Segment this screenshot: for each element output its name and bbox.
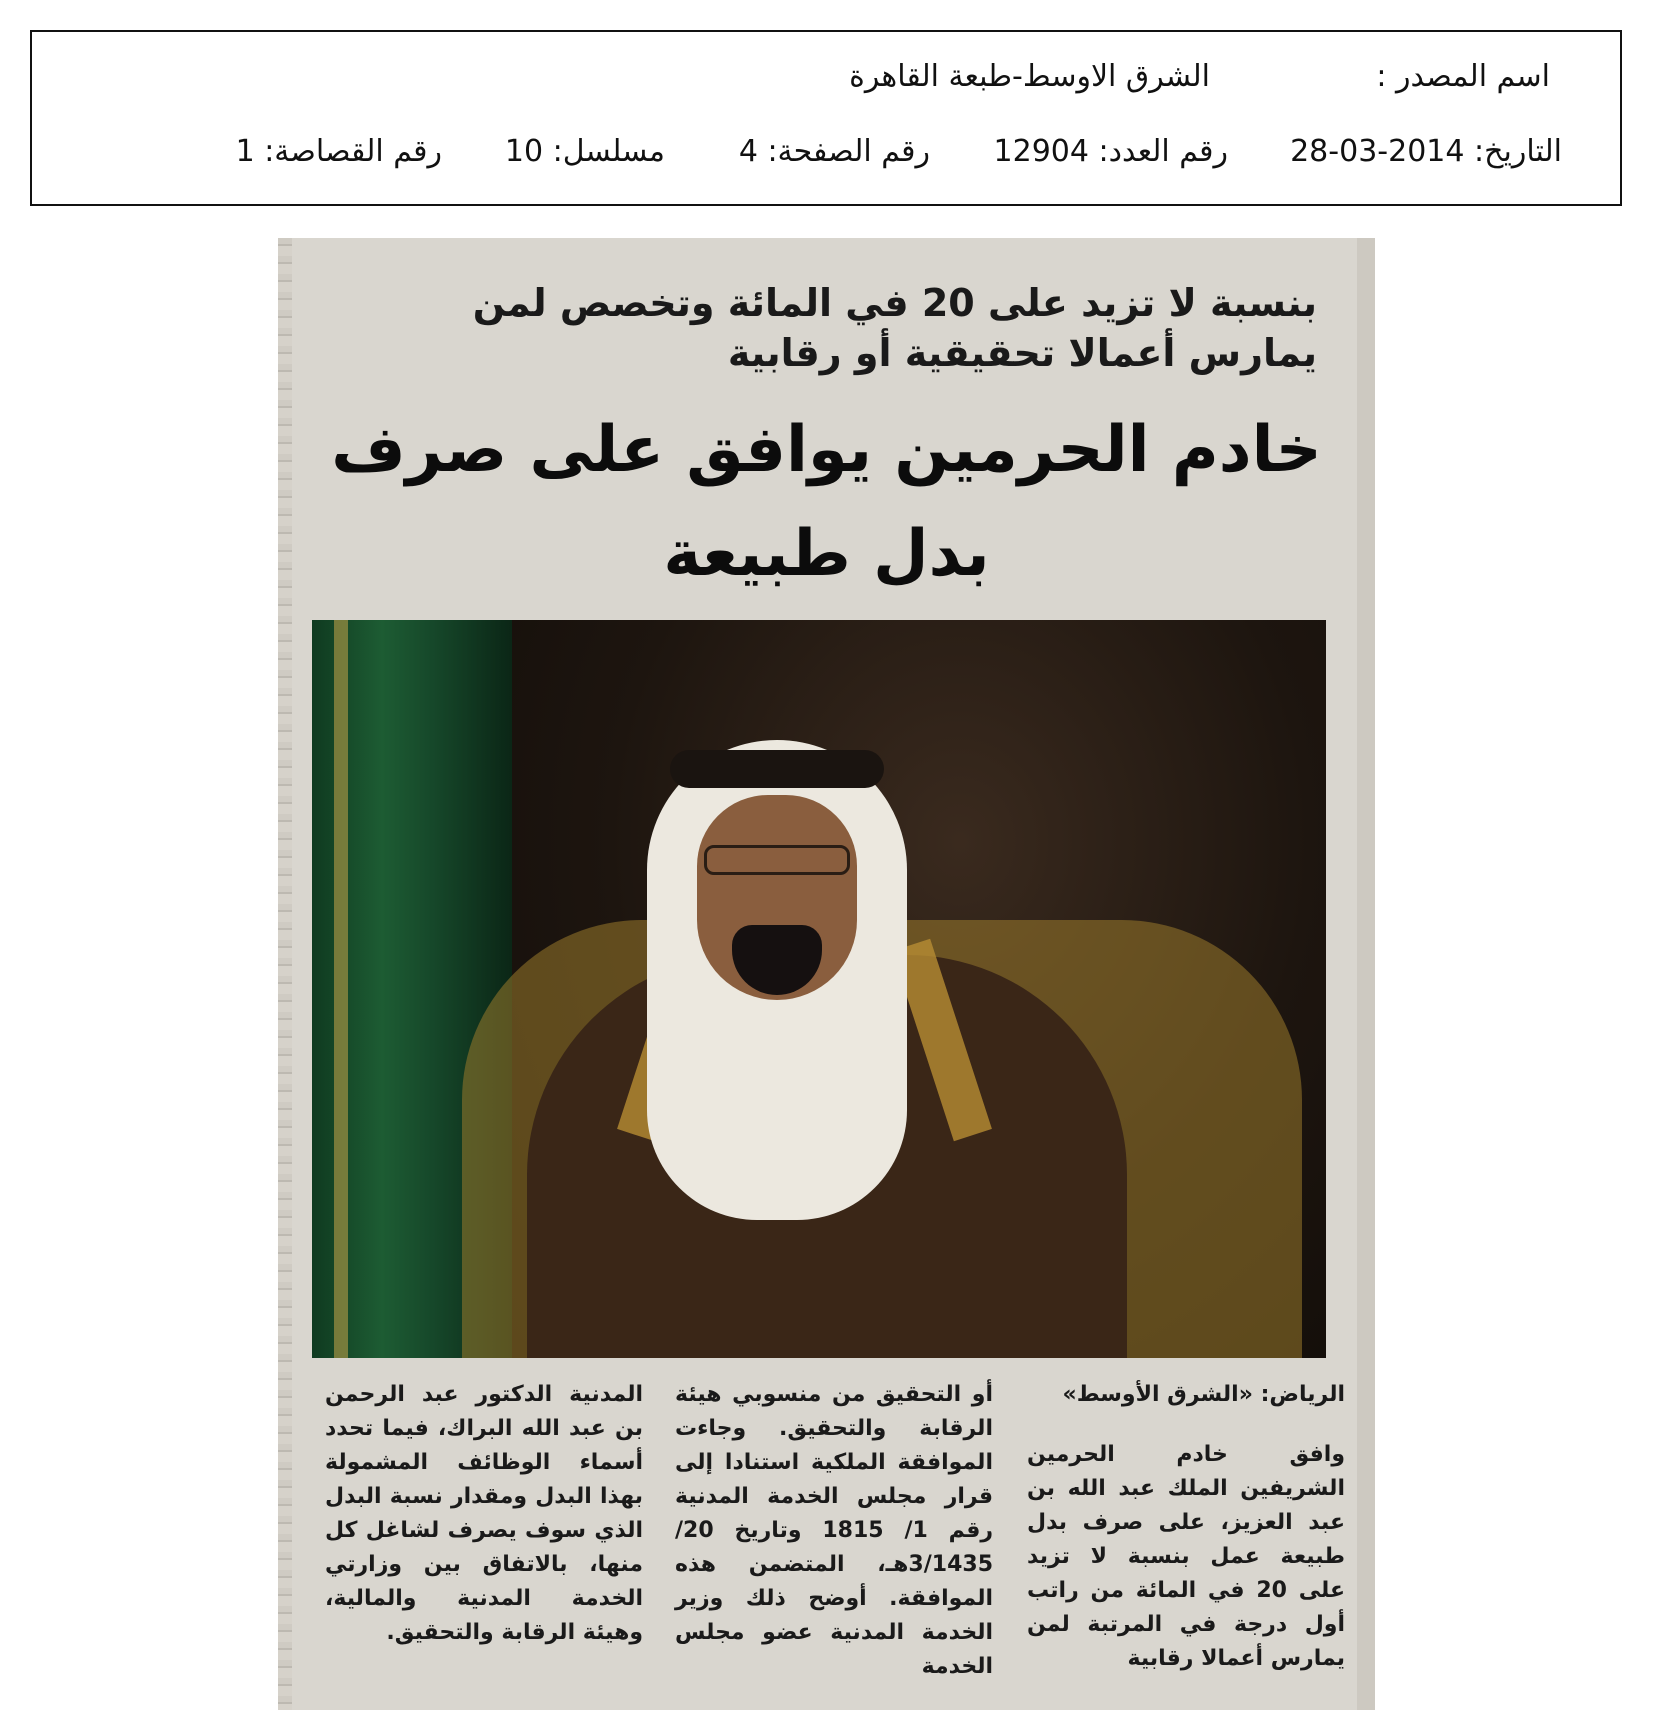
date-field: التاريخ: 2014-03-28 bbox=[1290, 134, 1562, 169]
clipping-left-edge bbox=[278, 238, 292, 1710]
article-column-3: المدنية الدكتور عبد الرحمن بن عبد الله البراك، فيما تحدد أسماء الوظائف المشمولة بهذا البدل ومقدار نسبة البدل الذي سوف يصرف لشاغل كل منها، بالاتفاق بين وزارتي الخدمة المدنية والمالية، وهيئة الرقابة والتحقيق. bbox=[325, 1382, 643, 1645]
article-column-1 bbox=[1027, 1378, 1345, 1676]
source-value: الشرق الاوسط-طبعة القاهرة bbox=[849, 59, 1210, 94]
article-body bbox=[308, 1378, 1345, 1698]
source-label: اسم المصدر : bbox=[1376, 59, 1550, 94]
source-row bbox=[32, 52, 1620, 102]
serial-field: مسلسل: 10 bbox=[504, 134, 665, 169]
clip-number-field: رقم القصاصة: 1 bbox=[235, 134, 442, 169]
page-number-field: رقم الصفحة: 4 bbox=[738, 134, 930, 169]
clipping-right-edge bbox=[1357, 238, 1375, 1710]
clipping-info-box bbox=[30, 30, 1622, 206]
kicker-headline: بنسبة لا تزيد على 20 في المائة وتخصص لمن يمارس أعمالا تحقيقية أو رقابية bbox=[472, 281, 1317, 375]
agal bbox=[670, 750, 884, 788]
issue-number-field: رقم العدد: 12904 bbox=[993, 134, 1228, 169]
main-headline-line1: خادم الحرمين يوافق على صرف بدل طبيعة bbox=[331, 413, 1322, 591]
byline: الرياض: «الشرق الأوسط» bbox=[1062, 1382, 1345, 1407]
column-1-text: وافق خادم الحرمين الشريفين الملك عبد الله بن عبد العزيز، على صرف بدل طبيعة عمل بنسبة لا تزيد على 20 في المائة من راتب أول درجة في المرتبة لمن يمارس أعمالا رقابية bbox=[1027, 1442, 1345, 1671]
details-row bbox=[32, 127, 1620, 177]
glasses bbox=[704, 845, 850, 875]
article-photo bbox=[312, 620, 1326, 1358]
newspaper-clipping bbox=[278, 238, 1375, 1710]
article-column-2: أو التحقيق من منسوبي هيئة الرقابة والتحقيق. وجاءت الموافقة الملكية استنادا إلى قرار مجلس الخدمة المدنية رقم 1/ 1815 وتاريخ 20/ 3/1435هـ، المتضمن هذه الموافقة. أوضح ذلك وزير الخدمة المدنية عضو مجلس الخدمة bbox=[675, 1382, 994, 1679]
flag-trim bbox=[334, 620, 348, 1358]
